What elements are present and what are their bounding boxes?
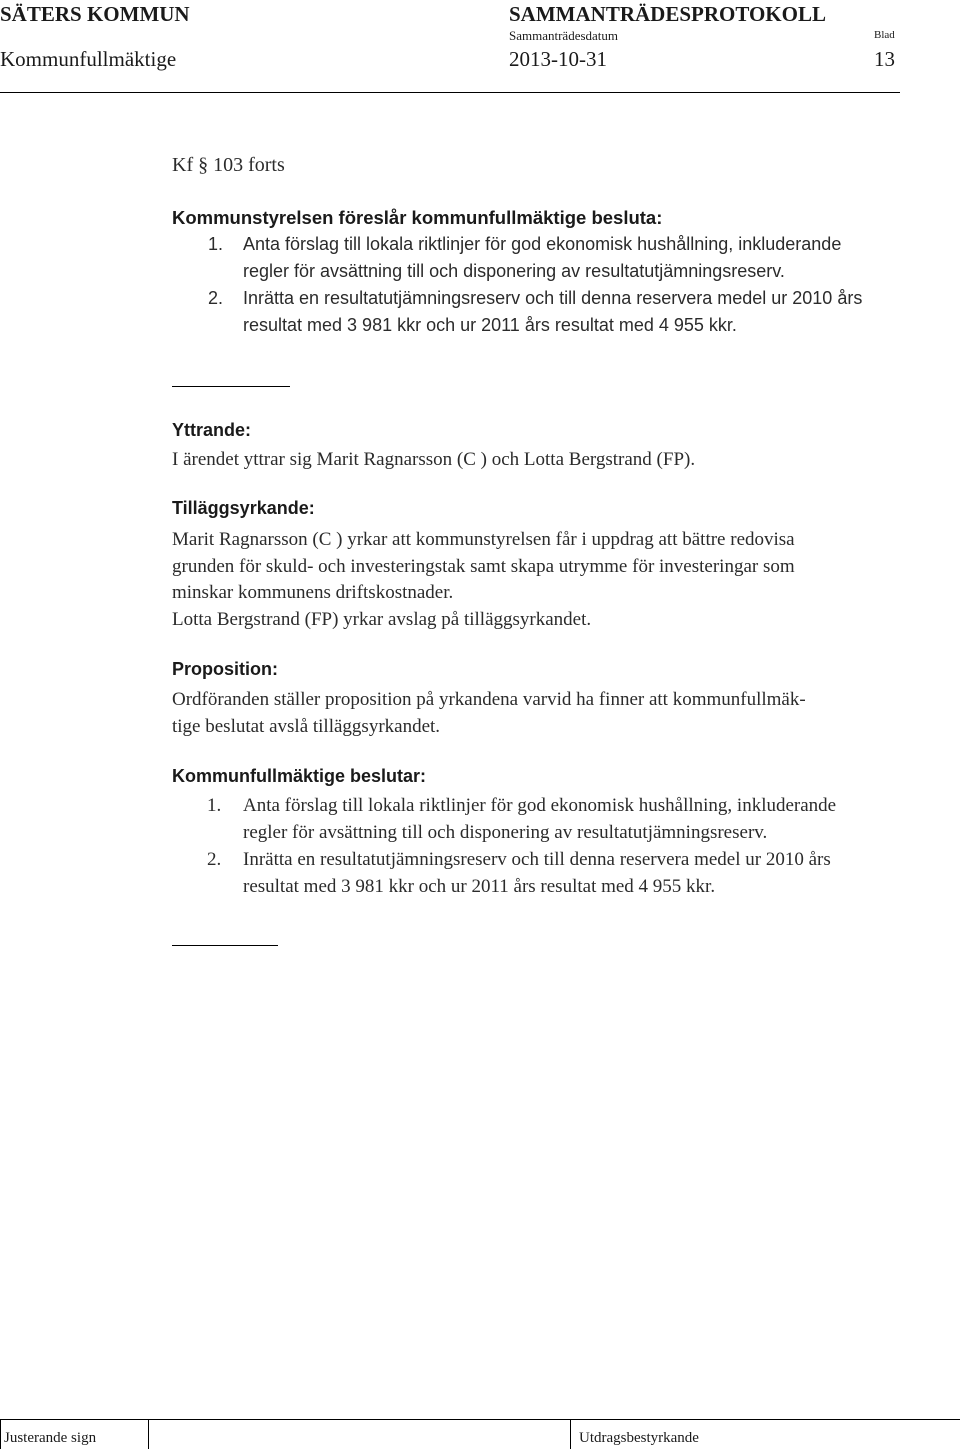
kf-item-1-number: 1.	[207, 795, 222, 816]
tillagg-heading: Tilläggsyrkande:	[172, 498, 315, 518]
proposition-line-2: tige beslutat avslå tilläggsyrkandet.	[172, 716, 441, 737]
end-separator-line	[172, 945, 278, 946]
kf-item-2-line-1: Inrätta en resultatutjämningsreserv och till denna reservera medel ur 2010 års	[243, 849, 831, 870]
kf-item-2-number: 2.	[207, 849, 222, 870]
kf-item-1-line-2: regler för avsättning till och disponering av resultatutjämningsreserv.	[243, 822, 768, 843]
proposition-line-1: Ordföranden ställer proposition på yrkandena varvid ha finner att kommunfullmäk-	[172, 689, 806, 710]
header-rule	[0, 92, 900, 93]
page-number: 13	[874, 47, 895, 71]
signature-label: Justerande sign	[4, 1430, 97, 1446]
kf-decision-heading: Kommunfullmäktige beslutar:	[172, 766, 427, 786]
section-title: Kf § 103 forts	[172, 154, 285, 176]
ks-item-1-line-2: regler för avsättning till och disponering av resultatutjämningsreserv.	[243, 261, 785, 281]
separator-line	[172, 386, 290, 387]
tillagg-line-3: minskar kommunens driftskostnader.	[172, 582, 454, 603]
ks-item-2-number: 2.	[208, 288, 224, 308]
extract-certification-label: Utdragsbestyrkande	[579, 1430, 699, 1446]
kf-item-2-line-2: resultat med 3 981 kkr och ur 2011 års resultat med 4 955 kkr.	[243, 876, 716, 897]
ks-proposal-heading: Kommunstyrelsen föreslår kommunfullmäktige besluta:	[172, 207, 663, 228]
footer-divider	[148, 1419, 149, 1449]
footer-divider-2	[570, 1419, 571, 1449]
tillagg-line-4: Lotta Bergstrand (FP) yrkar avslag på tilläggsyrkandet.	[172, 609, 592, 630]
tillagg-line-2: grunden för skuld- och investeringstak samt skapa utrymme för investeringar som	[172, 556, 795, 577]
ks-item-2-line-1: Inrätta en resultatutjämningsreserv och till denna reservera medel ur 2010 års	[243, 288, 863, 308]
tillagg-line-1: Marit Ragnarsson (C ) yrkar att kommunstyrelsen får i uppdrag att bättre redovisa	[172, 529, 795, 550]
footer-left-border	[0, 1419, 1, 1449]
date-label: Sammanträdesdatum	[509, 28, 619, 43]
footer-rule	[0, 1419, 960, 1420]
ks-item-1-line-1: Anta förslag till lokala riktlinjer för god ekonomisk hushållning, inkluderande	[243, 234, 842, 254]
body-name: Kommunfullmäktige	[0, 47, 177, 71]
org-name: SÄTERS KOMMUN	[0, 2, 190, 26]
proposition-heading: Proposition:	[172, 659, 278, 679]
kf-item-1-line-1: Anta förslag till lokala riktlinjer för god ekonomisk hushållning, inkluderande	[243, 795, 837, 816]
document-type: SAMMANTRÄDESPROTOKOLL	[509, 2, 826, 26]
page-label: Blad	[874, 29, 895, 41]
meeting-date: 2013-10-31	[509, 47, 607, 71]
yttrande-heading: Yttrande:	[172, 420, 252, 440]
ks-item-2-line-2: resultat med 3 981 kkr och ur 2011 års resultat med 4 955 kkr.	[243, 315, 737, 335]
yttrande-text: I ärendet yttrar sig Marit Ragnarsson (C ) och Lotta Bergstrand (FP).	[172, 449, 696, 470]
ks-item-1-number: 1.	[208, 234, 224, 254]
